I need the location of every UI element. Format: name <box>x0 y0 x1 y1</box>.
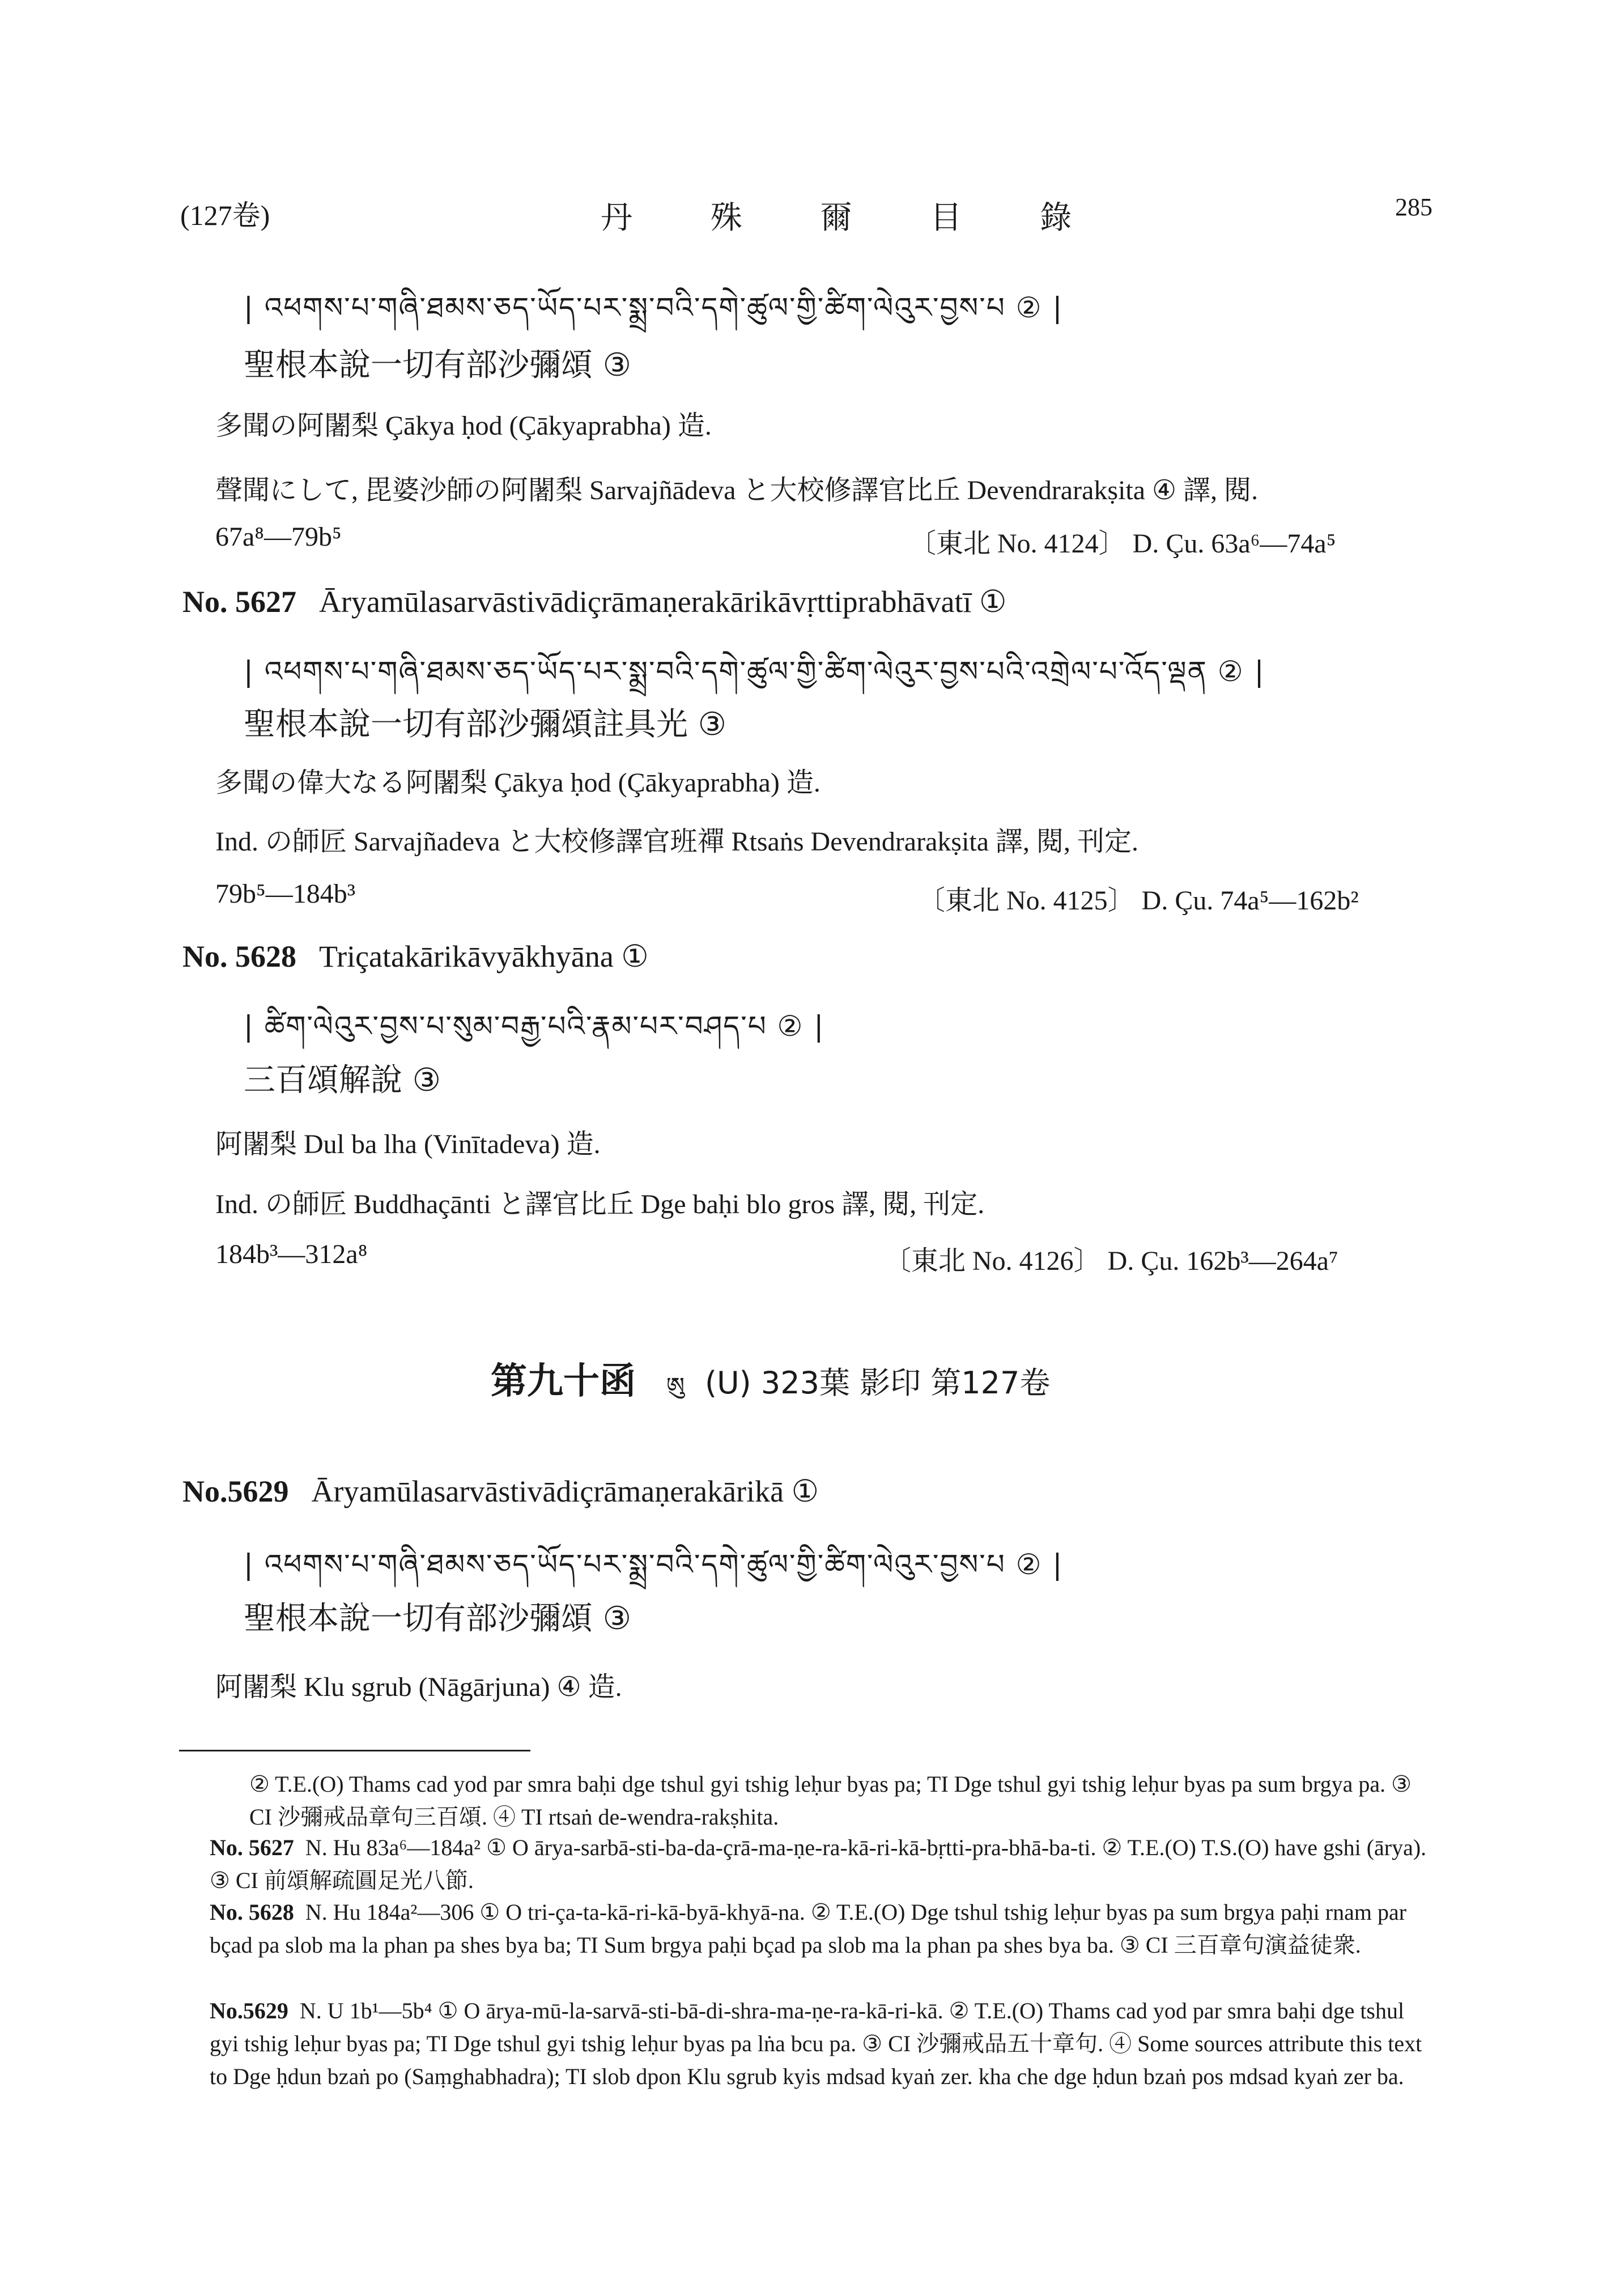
case-details: (U) 323葉 影印 第127卷 <box>705 1365 1051 1401</box>
tibetan-title: | འཕགས་པ་གཞི་ཐམས་ཅད་ཡོད་པར་སྨྲ་བའི་དགེ་ཚུལ་གྱི་ཚིག་ལེའུར་བྱས་པ ② | <box>244 291 1064 324</box>
catalog-reference: 〔東北 No. 4126〕 D. Çu. 162b³—264a⁷ <box>884 1246 1338 1276</box>
translator-line: Ind. の師匠 Sarvajñadeva と大校修譯官班禪 Rtsaṅs Devendrarakṣita 譯, 閱, 刊定. <box>215 827 1139 857</box>
author-line: 多聞の偉大なる阿闍梨 Çākya ḥod (Çākyaprabha) 造. <box>215 768 820 798</box>
footnote-text: N. Hu 83a⁶—184a² ① O ārya-sarbā-sti-ba-da-çrā-ma-ṇe-ra-kā-ri-kā-bṛtti-pra-bhā-ba-ti. ② T.E.(O) T.S.(O) have gshi (ārya). ③ CI 前頌解疏圓足光八節. <box>210 1835 1427 1893</box>
sanskrit-title: Āryamūlasarvāstivādiçrāmaṇerakārikāvṛttiprabhāvatī ① <box>319 585 1007 619</box>
author-line: 阿闍梨 Klu sgrub (Nāgārjuna) ④ 造. <box>215 1672 622 1702</box>
volume-label: (127卷) <box>180 199 270 231</box>
entry-number: No.5629 <box>182 1474 289 1508</box>
entry-5627-heading <box>182 584 1006 619</box>
chinese-title: 聖根本說一切有部沙彌頌 ③ <box>244 1600 632 1637</box>
chinese-title: 聖根本說一切有部沙彌頌註具光 ③ <box>244 706 727 743</box>
sanskrit-title: Triçatakārikāvyākhyāna ① <box>319 939 649 973</box>
chinese-title: 聖根本說一切有部沙彌頌 ③ <box>244 347 632 384</box>
footnote <box>210 1831 1428 1897</box>
folio-range: 67a⁸—79b⁵ <box>215 522 342 552</box>
footnote-text: N. Hu 184a²—306 ① O tri-ça-ta-kā-ri-kā-byā-khyā-na. ② T.E.(O) Dge tshul tshig leḥur byas pa sum brgya paḥi rnam par bçad pa slob ma la phan pa shes bya ba; TI Sum brgya paḥi bçad pa slob ma la phan pa shes bya ba. ③ CI 三百章句演益徒衆. <box>210 1899 1407 1958</box>
tibetan-title: | ཚིག་ལེའུར་བྱས་པ་སུམ་བརྒྱ་པའི་རྣམ་པར་བཤད་པ ② | <box>244 1010 825 1043</box>
author-line: 阿闍梨 Dul ba lha (Vinītadeva) 造. <box>215 1129 601 1159</box>
tibetan-title: | འཕགས་པ་གཞི་ཐམས་ཅད་ཡོད་པར་སྨྲ་བའི་དགེ་ཚུལ་གྱི་ཚིག་ལེའུར་བྱས་པ ② | <box>244 1548 1064 1581</box>
footnote-text: N. U 1b¹—5b⁴ ① O ārya-mū-la-sarvā-sti-bā-di-shra-ma-ṇe-ra-kā-ri-kā. ② T.E.(O) Thams cad yod par smra baḥi dge tshul gyi tshig leḥur byas pa; TI Dge tshul gyi tshig leḥur byas pa lṅa bcu pa. ③ CI 沙彌戒品五十章句. ④ Some sources attribute this text to Dge ḥdun bzaṅ po (Saṃghabhadra); TI slob dpon Klu sgrub kyis mdsad kyaṅ zer. kha che dge ḥdun bzaṅ pos mdsad kyaṅ zer ba. <box>210 1998 1422 2089</box>
footnote-divider <box>179 1750 530 1751</box>
footnote-entry-number: No. 5628 <box>210 1899 294 1925</box>
chinese-title: 三百頌解說 ③ <box>244 1062 441 1099</box>
entry-5628-heading <box>182 938 649 974</box>
entry-5629-heading <box>182 1473 819 1509</box>
footnote-entry-number: No. 5627 <box>210 1835 294 1860</box>
tibetan-title: | འཕགས་པ་གཞི་ཐམས་ཅད་ཡོད་པར་སྨྲ་བའི་དགེ་ཚུལ་གྱི་ཚིག་ལེའུར་བྱས་པའི་འགྲེལ་པ་འོད་ལྡན ② | <box>244 655 1265 688</box>
catalog-reference: 〔東北 No. 4124〕 D. Çu. 63a⁶—74a⁵ <box>909 529 1336 559</box>
footnote-entry-number: No.5629 <box>210 1998 288 2023</box>
case-number: 第九十函 <box>491 1360 636 1402</box>
page-title: 丹 殊 爾 目 錄 <box>601 199 1106 236</box>
page-number: 285 <box>1395 193 1432 221</box>
folio-range: 79b⁵—184b³ <box>215 879 356 909</box>
translator-line: Ind. の師匠 Buddhaçānti と譯官比丘 Dge baḥi blo gros 譯, 閱, 刊定. <box>215 1189 985 1219</box>
sanskrit-title: Āryamūlasarvāstivādiçrāmaṇerakārikā ① <box>311 1474 819 1508</box>
folio-range: 184b³—312a⁸ <box>215 1239 368 1269</box>
footnote <box>210 1995 1428 2093</box>
tibetan-case-letter: ཨུ <box>666 1373 686 1399</box>
entry-number: No. 5627 <box>182 585 296 619</box>
footnote <box>210 1896 1428 1962</box>
section-heading <box>491 1352 1050 1424</box>
entry-number: No. 5628 <box>182 939 296 973</box>
author-line: 多聞の阿闍梨 Çākya ḥod (Çākyaprabha) 造. <box>215 411 712 441</box>
translator-line: 聲聞にして, 毘婆沙師の阿闍梨 Sarvajñādeva と大校修譯官比丘 Devendrarakṣita ④ 譯, 閱. <box>215 475 1259 505</box>
footnote: ② T.E.(O) Thams cad yod par smra baḥi dge tshul gyi tshig leḥur byas pa; TI Dge tshul gyi tshig leḥur byas pa sum brgya pa. ③ CI 沙彌戒品章句三百頌. ④ TI rtsaṅ de-wendra-rakṣhita. <box>249 1771 1412 1830</box>
catalog-reference: 〔東北 No. 4125〕 D. Çu. 74a⁵—162b² <box>918 886 1359 916</box>
